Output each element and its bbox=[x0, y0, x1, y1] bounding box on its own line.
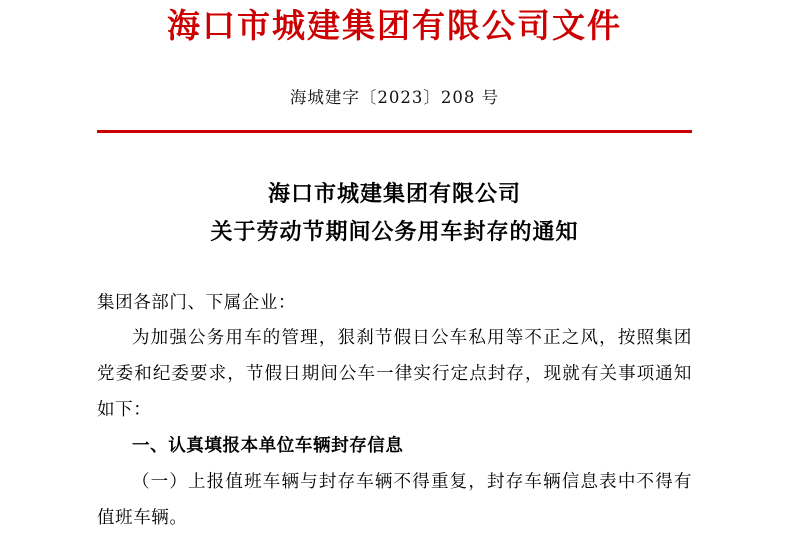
document-title-block bbox=[97, 175, 692, 252]
body-paragraph-item-one: （一）上报值班车辆与封存车辆不得重复，封存车辆信息表中不得有值班车辆。 bbox=[97, 471, 692, 528]
body-paragraph-intro: 为加强公务用车的管理，狠刹节假日公车私用等不正之风，按照集团党委和纪委要求，节假日期间公车一律实行定点封存，现就有关事项通知如下： bbox=[97, 328, 692, 421]
red-divider-rule bbox=[97, 130, 692, 133]
body-heading-section-one: 一、认真填报本单位车辆封存信息 bbox=[132, 436, 404, 457]
body-paragraph-salutation: 集团各部门、下属企业： bbox=[97, 292, 297, 313]
document-number: 海城建字〔2023〕208 号 bbox=[289, 87, 500, 107]
document-header-title: 海口市城建集团有限公司文件 bbox=[167, 6, 622, 45]
document-title-line-2: 关于劳动节期间公务用车封存的通知 bbox=[210, 219, 579, 246]
document-body bbox=[97, 286, 692, 537]
document-title-line-1: 海口市城建集团有限公司 bbox=[267, 180, 521, 207]
